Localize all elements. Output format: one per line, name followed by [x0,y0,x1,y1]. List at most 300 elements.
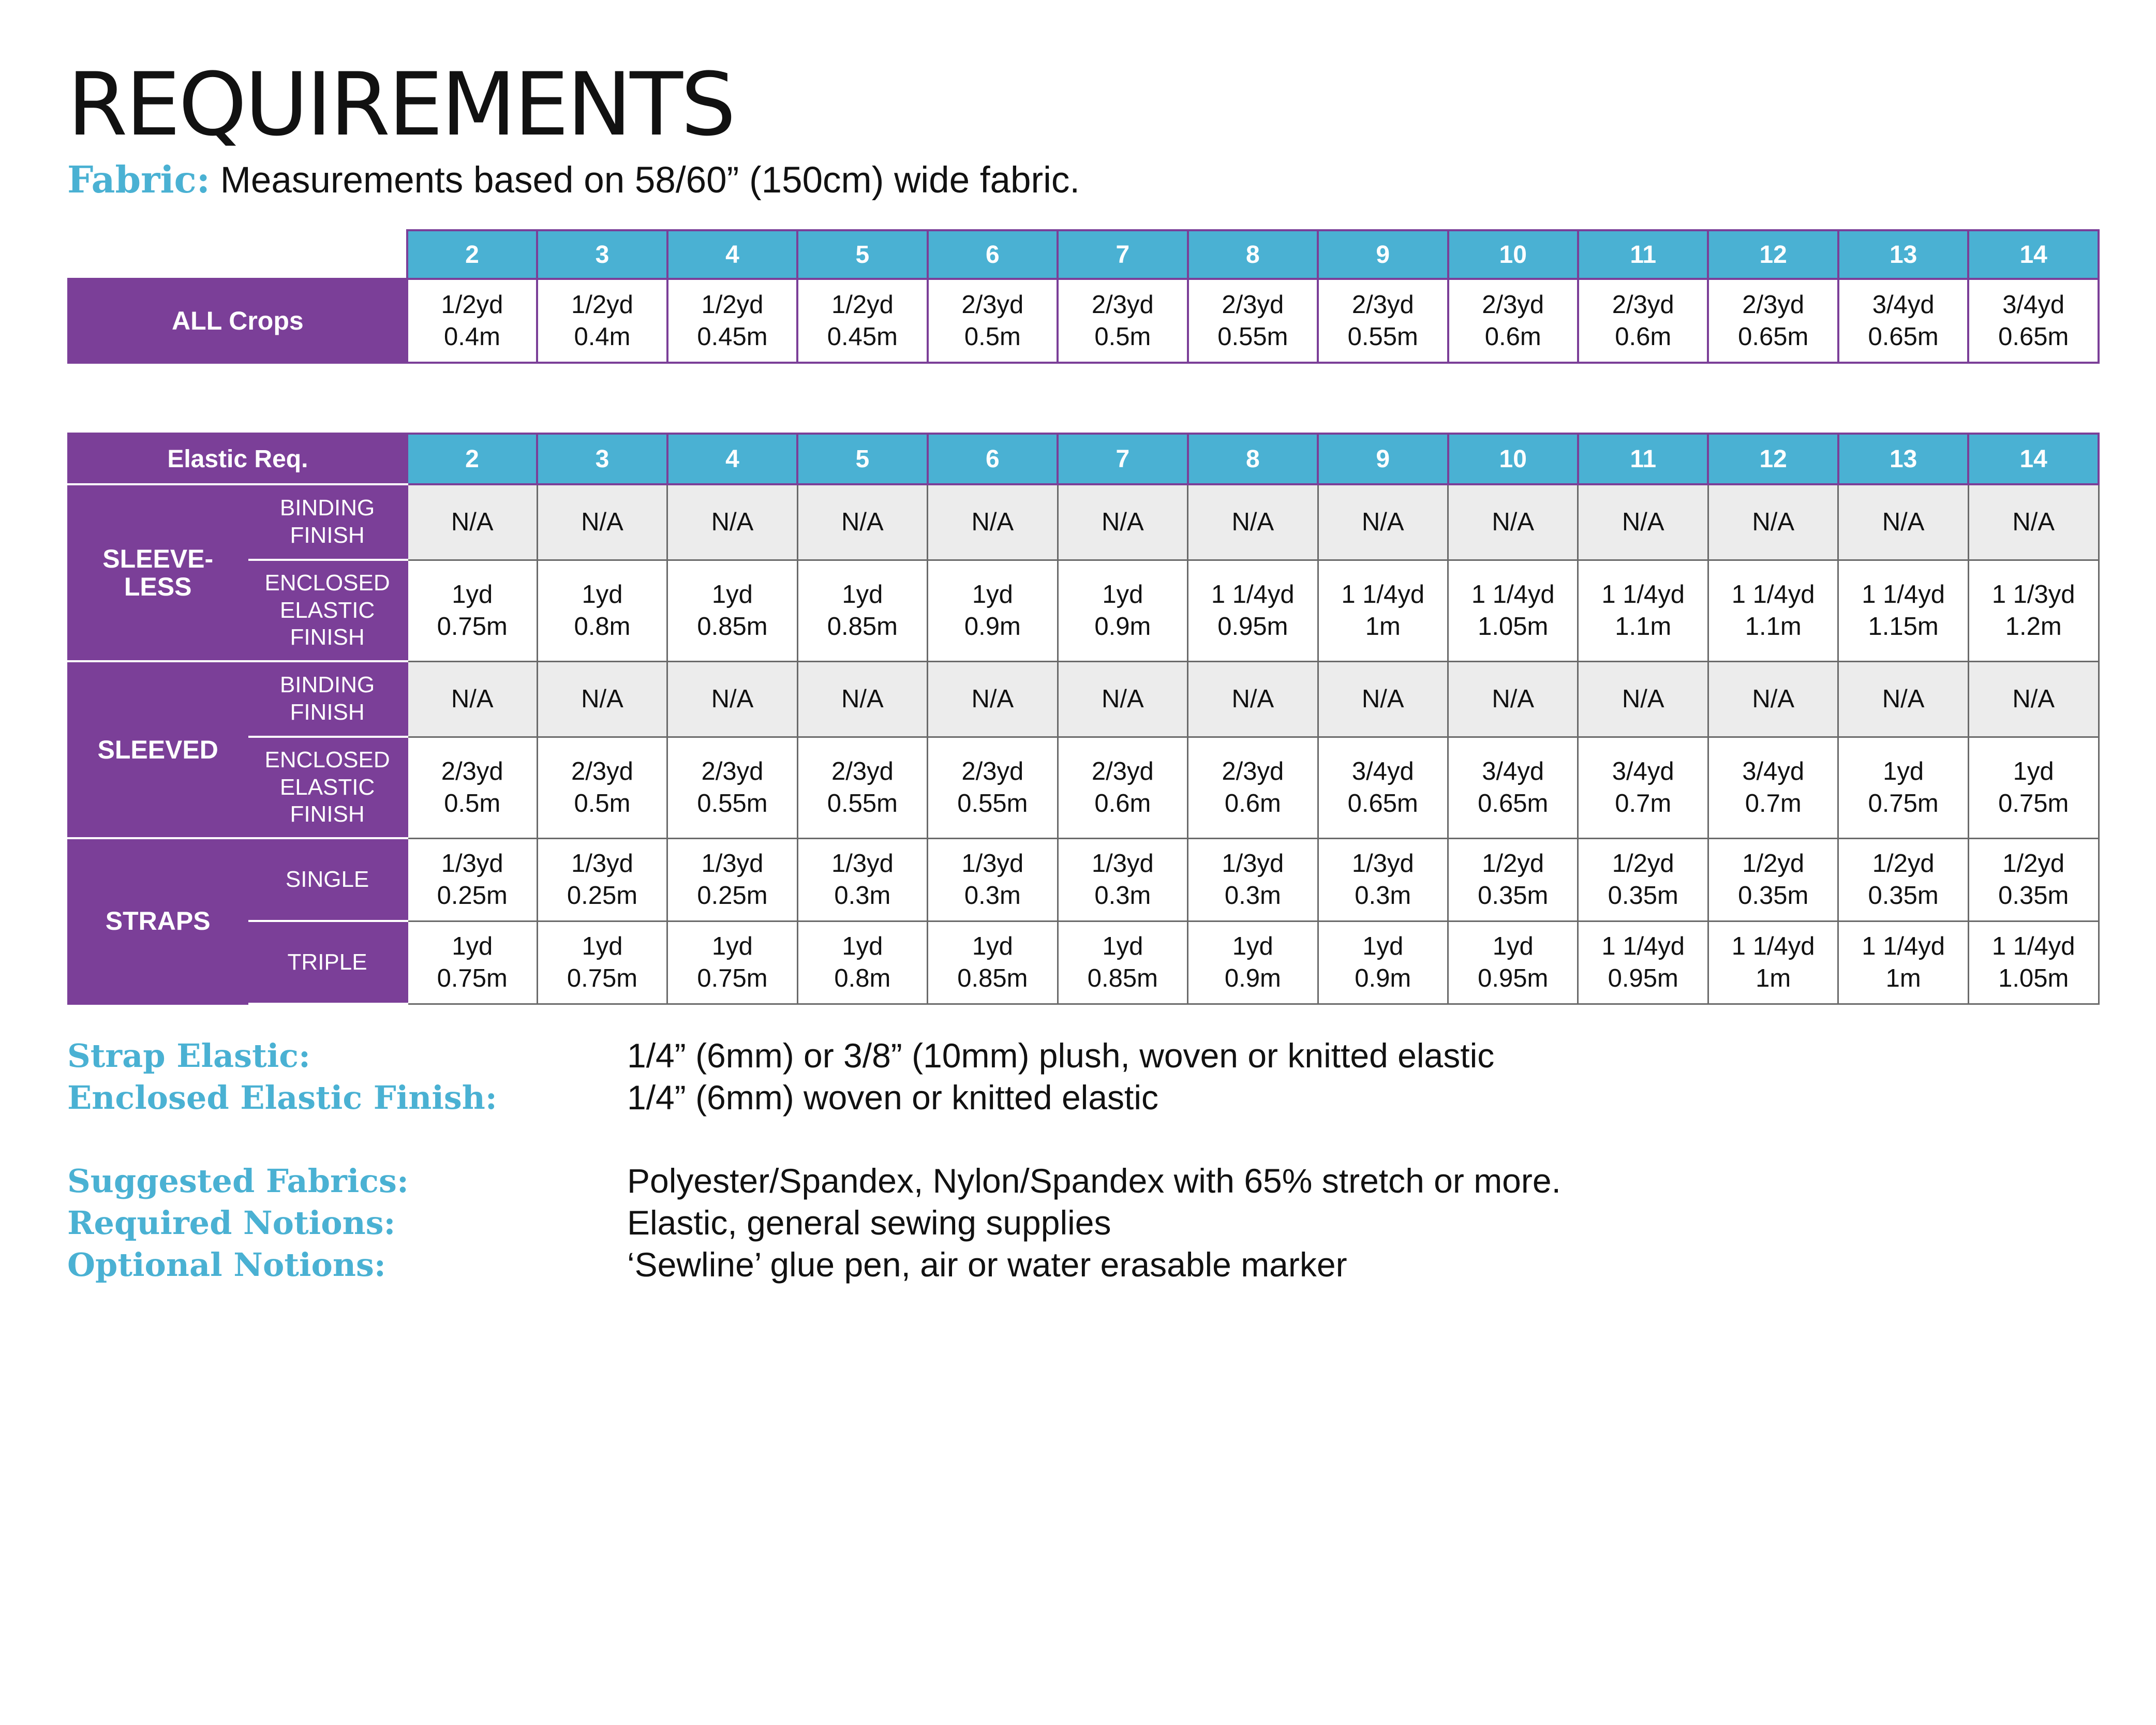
elastic-amount-cell [1318,921,1448,1004]
size-header-cell: 13 [1838,434,1968,484]
na-cell [1578,484,1708,560]
amount-line: 1 1/4yd [1601,580,1685,608]
amount-line: 1/2yd [1482,849,1544,878]
amount-line: 1yd [1362,932,1404,960]
amount-line: 1/2yd [2002,849,2065,878]
amount-line: 1.1m [1615,613,1672,641]
amount-line: 0.25m [697,882,768,910]
size-header-cell: 10 [1448,230,1578,279]
size-header-cell: 5 [797,230,927,279]
group-label-line: STRAPS [105,906,211,935]
finish-label-line: ELASTIC [279,597,375,623]
amount-line: 2/3yd [1351,290,1414,319]
fabric-amount-cell [928,279,1058,363]
fabric-amount-cell [1448,279,1578,363]
elastic-amount-cell [928,560,1058,661]
na-cell [1838,484,1968,560]
elastic-requirements-table [67,433,2100,1005]
amount-line: N/A [451,685,494,713]
elastic-amount-cell [407,838,537,921]
size-header-cell: 11 [1578,434,1708,484]
amount-line: 1yd [582,580,623,608]
elastic-amount-cell [537,921,667,1004]
fabric-label: Fabric: [67,158,210,201]
finish-label-line: FINISH [290,700,365,725]
elastic-amount-cell [1968,838,2099,921]
finish-label [247,484,407,560]
finish-label [247,560,407,661]
fabric-subtitle [67,158,1080,201]
na-cell [667,484,797,560]
elastic-amount-cell [1578,737,1708,838]
elastic-amount-cell [1318,560,1448,661]
amount-line: 1yd [1883,757,1924,785]
amount-line: 1m [1756,964,1791,992]
note-row [67,1077,2085,1119]
amount-line: 1 1/4yd [1731,932,1815,960]
amount-line: 2/3yd [961,757,1024,785]
amount-line: 1/3yd [441,849,503,878]
group-label [68,838,247,1004]
amount-line: N/A [451,508,494,537]
amount-line: 1/3yd [571,849,633,878]
amount-line: 1/2yd [571,290,633,319]
na-cell [1188,484,1318,560]
amount-line: N/A [1882,508,1925,537]
fabric-size-header-row [68,230,2099,279]
finish-label [247,921,407,1004]
na-cell [1188,661,1318,737]
na-cell [1318,661,1448,737]
amount-line: N/A [971,508,1014,537]
amount-line: N/A [1492,685,1535,713]
fabric-description: Measurements based on 58/60” (150cm) wide fabric. [220,160,1080,201]
amount-line: N/A [1492,508,1535,537]
finish-label-line: TRIPLE [287,949,367,975]
group-label [68,661,247,838]
finish-label-line: BINDING [279,672,375,698]
amount-line: 1m [1885,964,1921,992]
page-title: REQUIREMENTS [67,54,734,155]
finish-label-line: BINDING [279,495,375,521]
amount-line: 2/3yd [1222,290,1284,319]
na-cell [1838,661,1968,737]
amount-line: N/A [711,508,754,537]
amount-line: 2/3yd [1482,290,1544,319]
amount-line: 0.6m [1484,323,1541,351]
note-row [67,1035,2085,1077]
amount-line: 1/2yd [441,290,503,319]
group-label-line: LESS [124,572,192,601]
amount-line: 0.7m [1615,790,1672,817]
size-header-cell: 9 [1318,230,1448,279]
amount-line: 0.55m [957,790,1028,817]
group-label-line: SLEEVE- [102,544,214,573]
elastic-amount-cell [1708,838,1838,921]
amount-line: 1yd [842,932,883,960]
amount-line: 1yd [1492,932,1534,960]
amount-line: 1/2yd [1872,849,1935,878]
amount-line: 0.65m [1347,790,1418,817]
elastic-amount-cell [1188,921,1318,1004]
amount-line: 0.5m [1094,323,1151,351]
amount-line: 0.85m [957,964,1028,992]
note-label: Strap Elastic: [67,1037,310,1075]
amount-line: 2/3yd [1091,757,1154,785]
amount-line: 1/3yd [831,849,894,878]
na-cell [1708,484,1838,560]
amount-line: 0.35m [1998,882,2069,910]
finish-label-line: SINGLE [285,866,369,892]
finish-label-line: ELASTIC [279,774,375,800]
amount-line: 0.35m [1478,882,1549,910]
amount-line: 0.65m [1738,323,1809,351]
elastic-size-header-row [68,434,2099,484]
amount-line: 0.85m [827,613,898,641]
amount-line: 1.05m [1998,964,2069,992]
amount-line: 0.3m [834,882,891,910]
amount-line: 1/2yd [831,290,894,319]
amount-line: 0.75m [697,964,768,992]
amount-line: N/A [1622,685,1664,713]
elastic-row [68,560,2099,661]
elastic-amount-cell [797,737,927,838]
elastic-amount-cell [1188,838,1318,921]
size-header-cell: 3 [537,434,667,484]
amount-line: 0.4m [574,323,631,351]
amount-line: 2/3yd [441,757,503,785]
size-header-cell: 12 [1708,434,1838,484]
amount-line: 0.95m [1478,964,1549,992]
amount-line: 0.75m [437,964,508,992]
amount-line: 2/3yd [831,757,894,785]
amount-line: 1/3yd [1091,849,1154,878]
elastic-amount-cell [797,921,927,1004]
note-value: Elastic, general sewing supplies [627,1203,1111,1242]
elastic-amount-cell [1838,921,1968,1004]
na-cell [1708,661,1838,737]
elastic-amount-cell [1838,737,1968,838]
note-row [67,1202,2085,1244]
elastic-amount-cell [1058,737,1187,838]
amount-line: 0.35m [1868,882,1939,910]
amount-line: N/A [1752,685,1795,713]
amount-line: 2/3yd [1091,290,1154,319]
amount-line: N/A [2012,685,2055,713]
amount-line: 1/3yd [1351,849,1414,878]
elastic-amount-cell [797,560,927,661]
amount-line: 1 1/4yd [1341,580,1425,608]
size-header-cell: 4 [667,230,797,279]
amount-line: 1yd [842,580,883,608]
amount-line: 0.5m [444,790,501,817]
amount-line: 1/2yd [1742,849,1805,878]
na-cell [1968,661,2099,737]
group-label-line: SLEEVED [97,735,218,764]
elastic-amount-cell [537,737,667,838]
elastic-amount-cell [1448,737,1578,838]
fabric-amount-cell [1968,279,2099,363]
elastic-amount-cell [667,560,797,661]
finish-label-line: FINISH [290,523,365,548]
amount-line: 1yd [1102,580,1143,608]
amount-line: 1yd [452,932,493,960]
amount-line: N/A [971,685,1014,713]
elastic-req-header: Elastic Req. [68,434,407,484]
amount-line: 0.45m [827,323,898,351]
finish-label-line: FINISH [290,801,365,827]
fabric-requirements-table [67,229,2100,364]
amount-line: 1.05m [1478,613,1549,641]
size-header-cell: 7 [1058,434,1187,484]
na-cell [1968,484,2099,560]
amount-line: 1yd [972,932,1013,960]
elastic-amount-cell [1968,921,2099,1004]
amount-line: 2/3yd [1742,290,1805,319]
na-cell [1058,661,1187,737]
amount-line: 1 1/4yd [1862,932,1945,960]
size-header-cell: 8 [1188,230,1318,279]
amount-line: 1 1/4yd [1471,580,1555,608]
elastic-amount-cell [1708,921,1838,1004]
amount-line: 0.3m [964,882,1021,910]
fabric-amount-cell [1578,279,1708,363]
elastic-row [68,737,2099,838]
amount-line: 3/4yd [1482,757,1544,785]
amount-line: 0.4m [444,323,500,351]
amount-line: N/A [1231,508,1274,537]
fabric-amount-cell [1708,279,1838,363]
amount-line: 0.8m [574,613,631,641]
na-cell [1448,484,1578,560]
elastic-amount-cell [1448,560,1578,661]
amount-line: 2/3yd [571,757,633,785]
elastic-amount-cell [1448,838,1578,921]
amount-line: N/A [841,685,884,713]
amount-line: 1yd [452,580,493,608]
amount-line: 0.6m [1224,790,1281,817]
fabric-amount-cell [1188,279,1318,363]
amount-line: 1m [1365,613,1401,641]
amount-line: 1/3yd [1222,849,1284,878]
note-label: Optional Notions: [67,1246,386,1284]
amount-line: 0.3m [1224,882,1281,910]
amount-line: 3/4yd [1872,290,1935,319]
amount-line: N/A [1231,685,1274,713]
elastic-row [68,921,2099,1004]
na-cell [1578,661,1708,737]
elastic-amount-cell [1578,838,1708,921]
amount-line: N/A [1622,508,1664,537]
note-value: 1/4” (6mm) or 3/8” (10mm) plush, woven or knitted elastic [627,1036,1495,1075]
amount-line: 1/2yd [701,290,764,319]
amount-line: 3/4yd [1351,757,1414,785]
amount-line: 0.55m [827,790,898,817]
amount-line: 0.6m [1094,790,1151,817]
amount-line: 0.5m [964,323,1021,351]
elastic-amount-cell [537,560,667,661]
fabric-amount-cell [1838,279,1968,363]
size-header-cell: 13 [1838,230,1968,279]
amount-line: 0.9m [1224,964,1281,992]
na-cell [928,484,1058,560]
size-header-cell: 12 [1708,230,1838,279]
amount-line: N/A [1361,508,1404,537]
amount-line: 0.3m [1094,882,1151,910]
amount-line: N/A [1361,685,1404,713]
elastic-amount-cell [667,921,797,1004]
amount-line: 1/3yd [961,849,1024,878]
finish-label [247,661,407,737]
amount-line: 0.9m [1355,964,1411,992]
amount-line: 2/3yd [1612,290,1674,319]
note-value: ‘Sewline’ glue pen, air or water erasable marker [627,1245,1347,1284]
amount-line: 0.3m [1355,882,1411,910]
amount-line: 0.75m [567,964,638,992]
elastic-amount-cell [537,838,667,921]
amount-line: 0.5m [574,790,631,817]
amount-line: N/A [581,508,623,537]
amount-line: 0.8m [834,964,891,992]
amount-line: 1 1/4yd [1601,932,1685,960]
na-cell [537,484,667,560]
size-header-cell: 5 [797,434,927,484]
amount-line: 0.35m [1608,882,1678,910]
note-row [67,1244,2085,1286]
amount-line: 0.25m [567,882,638,910]
amount-line: 0.9m [1094,613,1151,641]
elastic-amount-cell [1708,560,1838,661]
amount-line: 0.45m [697,323,768,351]
size-header-cell: 9 [1318,434,1448,484]
amount-line: N/A [711,685,754,713]
elastic-amount-cell [407,921,537,1004]
elastic-amount-cell [1968,560,2099,661]
size-header-cell: 14 [1968,230,2099,279]
fabric-amount-cell [667,279,797,363]
note-row [67,1160,2085,1202]
amount-line: 1 1/3yd [1991,580,2075,608]
amount-line: 0.7m [1745,790,1802,817]
elastic-amount-cell [928,838,1058,921]
fabric-amount-cell [1318,279,1448,363]
elastic-amount-cell [407,560,537,661]
elastic-amount-cell [667,838,797,921]
amount-line: 0.6m [1615,323,1672,351]
elastic-amount-cell [1448,921,1578,1004]
amount-line: 0.95m [1608,964,1678,992]
fabric-amount-cell [797,279,927,363]
size-header-cell: 2 [407,434,537,484]
elastic-amount-cell [1708,737,1838,838]
group-label [68,484,247,661]
notes-list [67,1035,2085,1286]
amount-line: 1 1/4yd [1991,932,2075,960]
amount-line: 3/4yd [2002,290,2065,319]
elastic-amount-cell [1318,838,1448,921]
amount-line: 0.95m [1217,613,1288,641]
elastic-amount-cell [1578,560,1708,661]
amount-line: N/A [841,508,884,537]
na-cell [1318,484,1448,560]
amount-line: N/A [1882,685,1925,713]
size-header-cell: 10 [1448,434,1578,484]
elastic-amount-cell [797,838,927,921]
na-cell [1058,484,1187,560]
amount-line: N/A [1752,508,1795,537]
fabric-amount-cell [537,279,667,363]
amount-line: 0.35m [1738,882,1809,910]
amount-line: N/A [1101,508,1144,537]
fabric-row [68,279,2099,363]
elastic-row [68,661,2099,737]
elastic-amount-cell [1188,560,1318,661]
elastic-amount-cell [667,737,797,838]
finish-label-line: ENCLOSED [264,747,390,772]
elastic-amount-cell [928,737,1058,838]
elastic-row [68,838,2099,921]
elastic-amount-cell [1188,737,1318,838]
na-cell [667,661,797,737]
amount-line: 1 1/4yd [1862,580,1945,608]
finish-label-line: FINISH [290,624,365,650]
elastic-amount-cell [928,921,1058,1004]
na-cell [407,661,537,737]
size-header-cell: 4 [667,434,797,484]
amount-line: 1yd [1232,932,1273,960]
size-header-cell: 3 [537,230,667,279]
amount-line: 1 1/4yd [1731,580,1815,608]
amount-line: N/A [2012,508,2055,537]
finish-label [247,737,407,838]
amount-line: 1yd [2013,757,2054,785]
elastic-amount-cell [1578,921,1708,1004]
na-cell [928,661,1058,737]
amount-line: 1/3yd [701,849,764,878]
amount-line: 1yd [1102,932,1143,960]
amount-line: N/A [1101,685,1144,713]
size-header-cell: 6 [928,230,1058,279]
size-header-cell: 11 [1578,230,1708,279]
amount-line: N/A [581,685,623,713]
amount-line: 1 1/4yd [1211,580,1295,608]
elastic-amount-cell [1968,737,2099,838]
size-header-cell: 8 [1188,434,1318,484]
amount-line: 0.65m [1868,323,1939,351]
amount-line: 1.15m [1868,613,1939,641]
amount-line: 0.75m [437,613,508,641]
elastic-row [68,484,2099,560]
amount-line: 1.2m [2005,613,2062,641]
elastic-amount-cell [1838,838,1968,921]
note-value: Polyester/Spandex, Nylon/Spandex with 65% stretch or more. [627,1162,1561,1200]
na-cell [1448,661,1578,737]
amount-line: 0.85m [1087,964,1158,992]
amount-line: 2/3yd [961,290,1024,319]
amount-line: 1.1m [1745,613,1802,641]
na-cell [797,484,927,560]
elastic-amount-cell [1058,921,1187,1004]
note-label: Required Notions: [67,1204,396,1242]
amount-line: 1yd [711,580,753,608]
fabric-amount-cell [407,279,537,363]
na-cell [797,661,927,737]
row-label-all-crops: ALL Crops [68,279,407,363]
size-header-cell: 7 [1058,230,1187,279]
amount-line: 2/3yd [1222,757,1284,785]
amount-line: 1yd [972,580,1013,608]
amount-line: 0.25m [437,882,508,910]
